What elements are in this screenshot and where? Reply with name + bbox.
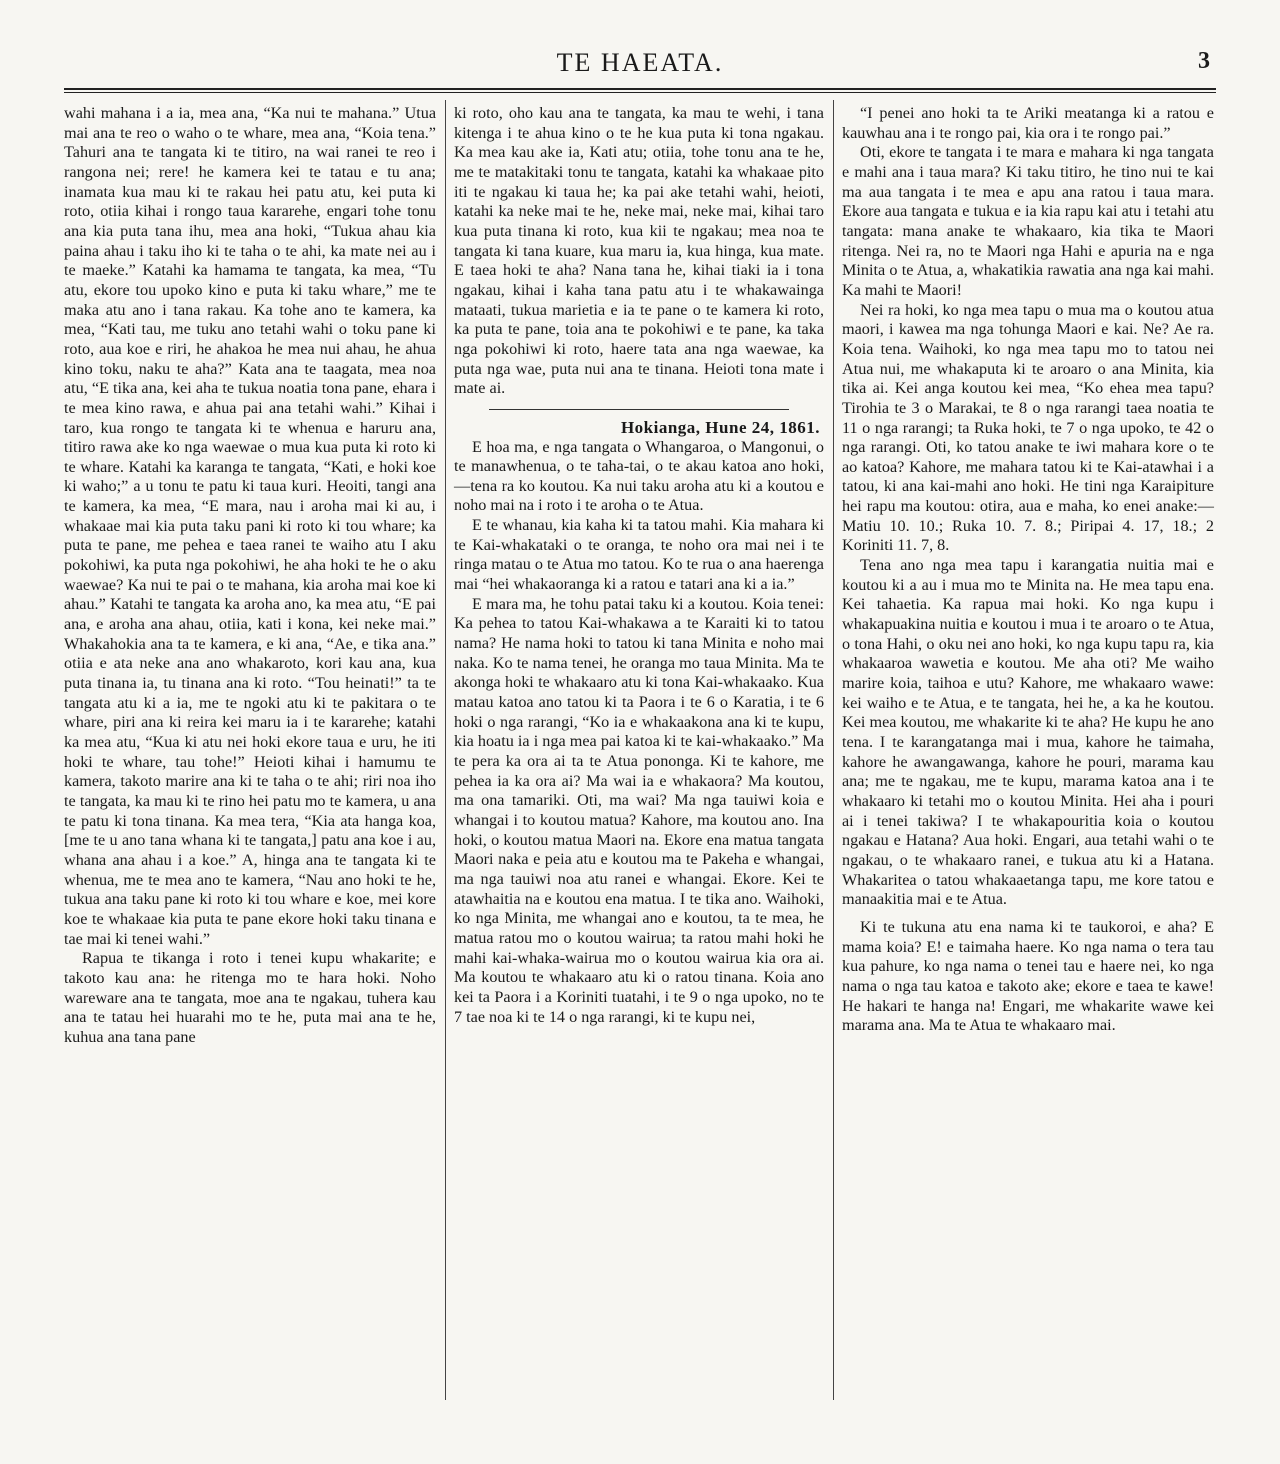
paragraph: Nei ra hoki, ko nga mea tapu o mua ma o koutou atua maori, i kawea ma nga tohunga Maori e kai. Ne? Ae ra. Koia tena. Waihoki, ko nga mea tapu mo to tatou nei Atua nui, me whakaputa ki te aroaro o ana Minita, kia tika ai. Kei anga koutou kei mea, “Ko ehea mea tapu? Tirohia te 3 o Marakai, te 8 o nga rarangi taea noatia te 11 o nga rarangi; ta Ruka hoki, te 7 o nga upoko, te 42 o nga rarangi. Oti, ko tatou anake te iwi mahara kore o te ao katoa? Kahore, me mahara tatou ki te Kai-atawhai i a tatou, ki ana kai-mahi ano hoki. He tini nga Karaipiture hei rapu ma koutou: otira, aua e maha, ko enei anake:— Matiu 10. 10.; Ruka 10. 7. 8.; Piripai 4. 17, 18.; 2 Koriniti 11. 7, 8. (842, 300, 1214, 555)
header-rule-thick (64, 88, 1216, 90)
paragraph: “I penei ano hoki ta te Ariki meatanga ki a ratou e kauwhau ana i te rongo pai, kia ora i te rongo pai.” (842, 104, 1214, 142)
page-number: 3 (1198, 48, 1210, 74)
paragraph: E mara ma, he tohu patai taku ki a koutou. Koia tenei: Ka pehea to tatou Kai-whakawa a te Karaiti ki to tatou nama? He nama hoki to tatou ki tana Minita e noho mai naka. Ko te nama tenei, he oranga mo taua Minita. Ma te akonga hoki te whakaaro atu ki tona Kai-whakaako. Kua matau katoa ano tatou ki ta Paora i te 6 o Karatia, i te 6 hoki o nga rarangi, “Ko ia e whakaakona ana ki te kupu, kia hoatu ia i nga mea pai katoa ki te kai-whakaako.” Ma te pera ka ora ai ta te Atua pononga. Ki te kahore, me pehea ia ka ora ai? Ma wai ia e whakaora? Ma koutou, ma ona tamariki. Oti, ma wai? Ma nga tauiwi koia e whangai i to koutou matua? Kahore, ma koutou ano. Ina hoki, o koutou matua Maori na. Ekore ena matua tangata Maori naka e peia atu e koutou ma te Pakeha e whangai, ma nga tauiwi noa atu ranei e whangai. Ekore. Kei te atawhaitia na e koutou ena matua. I te tika ano. Waihoki, ko nga Minita, me whangai ano e koutou, ta te mea, he matua ratou mo o koutou wairua; ta ratou mahi hoki he mahi kai-whaka-wairua mo o koutou wairua kia ora ai. Ma koutou te whakaaro atu ki o ratou tinana. Koia ano kei ta Paora i a Koriniti tuatahi, i te 9 o nga upoko, no te 7 tae noa ki te 14 o nga rarangi, ki te kupu nei, (454, 594, 824, 1026)
dateline: Hokianga, Hune 24, 1861. (620, 417, 820, 437)
paragraph: Rapua te tikanga i roto i tenei kupu whakarite; e takoto kau ana: he ritenga mo te hara hoki. Noho wareware ana te tangata, moe ana te ngakau, tuhera kau ana te tatau hei huarahi mo te he, puta mai ana te he, kuhua ana tana pane (64, 949, 436, 1046)
paragraph: ki roto, oho kau ana te tangata, ka mau te wehi, i tana kitenga i te ahua kino o te he kua puta ki tona ngakau. Ka mea kau ake ia, Kati atu; otiia, tohe tonu ana te he, me te matakitaki tonu te tangata, katahi ka whakaae pito iti te ngakau ki taua he; ka pai ake tetahi wahi, heioti, katahi ka neke mai te he, neke mai, neke mai, kihai taro kua puta tinana ki roto, kua kii te ngakau; mea noa te tangata ki tana kuare, kua maru ia, kua hinga, kua mate. E taea hoki te aha? Nana tana he, kihai tiaki ia i tona ngakau, kihai i kaha tana patu atu i te whakawainga mataati, tukua marietia e ia te pane o te kamera ki roto, ka puta te pane, toia ana te pokohiwi e te pane, ka taka nga pokohiwi ki roto, haere tata ana nga waewae, ka puta nga wae, puta nui ana te tinana. Heioti tona mate i mate ai. (454, 104, 824, 398)
page-header (64, 44, 1216, 84)
column-3 (842, 104, 1214, 1036)
column-2 (454, 104, 824, 1027)
paragraph: Oti, ekore te tangata i te mara e mahara ki nga tangata e mahi ana i taua mara? Ki taku titiro, he tino nui te kai ma aua tangata i te mea e apu ana ratou i taua mara. Ekore aua tangata e tukua e ia kia rapu kai atu i tetahi atu tangata: mana anake te whakaaro, kia tika te Maori ritenga. Nei ra, no te Maori nga Hahi e apuria na e nga Minita o te Atua, a, whakatikia rawatia ana nga kai mahi. Ka mahi te Maori! (842, 143, 1214, 299)
paragraph: Ki te tukuna atu ena nama ki te taukoroi, e aha? E mama koia? E! e taimaha haere. Ko nga nama o tera tau kua pahure, ko nga nama o tenei tau e haere nei, ko nga nama o nga tau katoa e takoto ake; ekore e taea te kawe! He hakari te hanga na! Engari, me whakarite wawe kei marama ana. Ma te Atua te whakaaro mai. (842, 917, 1214, 1035)
paragraph: E te whanau, kia kaha ki ta tatou mahi. Kia mahara ki te Kai-whakataki o te oranga, te noho ora mai nei i te ringa matau o te Atua mo tatou. Ko te rua o ana haerenga mai “hei whakaoranga ki a ratou e tatari ana ki a ia.” (454, 516, 824, 594)
column-divider-2 (833, 100, 834, 1400)
header-rule-thin (64, 92, 1216, 93)
paragraph: Tena ano nga mea tapu i karangatia nuitia mai e koutou ki a au i mua mo te Minita na. He mea tapu ena. Kei tahaetia. Ka rapua mai hoki. Ko nga kupu i whakapuakina nuitia e koutou i mua i te aroaro o te Atua, o tona Hahi, o oku nei ano hoki, ko nga kupu tapu ra, kia whakaaroa wawetia e koutou. Me aha oti? Me waiho marire koia, taihoa e utu? Kahore, me whakaaro wawe: kei waiho e te Atua, e te tangata, hei he, a ka he koutou. Kei mea koutou, me whakarite ki te aha? He kupu he ano tena. I te karangatanga mai i mua, kahore he taimaha, kahore he awangawanga, kahore he pouri, marama kau ana; me te ngakau, me te kupu, marama katoa ana i te whakaaro ki tetahi mo o koutou Minita. Hei aha i pouri ai i tenei takiwa? I te whakapouritia koia o koutou ngakau e Hatana? Aua hoki. Engari, aua tetahi wahi o te ngakau, o te whakaaro ranei, e tukua atu ki a Hatana. Whakaritea o tatou whakaaetanga tapu, me kore tatou e manaakitia mai e te Atua. (842, 556, 1214, 909)
paragraph: E hoa ma, e nga tangata o Whangaroa, o Mangonui, o te manawhenua, o te taha-tai, o te akau katoa ano hoki,—tena ra ko koutou. Ka nui taku aroha atu ki a koutou e noho mai na i roto i te aroha o te Atua. (454, 437, 824, 515)
paragraph-gap (842, 910, 1214, 918)
column-1 (64, 104, 436, 1048)
paragraph: wahi mahana i a ia, mea ana, “Ka nui te mahana.” Utua mai ana te reo o waho o te whare, mea ana, “Koia tena.” Tahuri ana te tangata ki te titiro, na wai ranei te reo i rangona nei; rere! he kamera kei te tatau e tu ana; inamata kua mau ki te rakau hei patu atu, kei puta ki roto, otiia kihai i rongo taua kararehe, engari tohe tonu ana kia puta tana ihu, mea ana hoki, “Tukua ahau kia paina ahau i taku iho ki te taha o te ahi, ka mate nei au i te maeke.” Katahi ka hamama te tangata, ka mea, “Tu atu, ekore tou upoko kino e puta ki taku whare,” me te maka atu ano i tana rakau. Ka tohe ano te kamera, ka mea, “Kati tau, me tuku ano tetahi wahi o toku pane ki roto, aua koe e riri, he ahakoa he mea nui ahau, he ahua kino toku, naku te aha?” Kata ana te taagata, mea noa atu, “E tika ana, kei aha te tukua noatia tona pane, ehara i te mea kino rawa, e ahua pai ana tetahi wahi.” Kihai i taro, kua rongo te tangata ki te whenua e haruru ana, titiro rawa ake ko nga waewae o mua kua puta ki roto ki te whare. Katahi ka karanga te tangata, “Kati, e hoki koe ki waho;” a u tonu te patu ki taua kuri. Heoiti, tangi ana te kamera, ka mea, “E mara, nau i aroha mai ki au, i whakaae mai kia puta taku pani ki roto ki tou whare; ka puta te pane, me pehea e taea ranei te waiho atu I aku pokohiwi, ka puta nga pokohiwi, he aha hoki te he o aku waewae? Ka nui te pai o te mahana, kia aroha mai koe ki ahau.” Katahi te tangata ka aroha ano, ka mea atu, “E pai ana, e aroha ana ahau, otiia, kati i kona, kei neke mai.” Whakahokia ana ta te kamera, e ki ana, “Ae, e tika ana.” otiia e ata neke ana ano whakaroto, kori kau ana, kua puta tinana ia, tu tinana ana ki roto. “Tou heinati!” ta te tangata atu ki a ia, me te ngoki atu ki te pakitara o te whare, piri ana ki reira kei maru ia i te kararehe; katahi ka mea atu, “Kua ki atu nei hoki ekore taua e uru, he iti hoki te whare, tau tohe!” Heioti kihai i hamumu te kamera, takoto marire ana ki te taha o te ahi; riri noa iho te tangata, ka mau ki te rino hei patu mo te kamera, u ana te patu ki tona tinana. Ka mea tera, “Kia ata hanga koa, [me te u ano tana whana ki te tangata,] patu ana koe i au, whana ana ahau i a koe.” A, hinga ana te tangata ki te whenua, me te mea ano te kamera, “Nau ano hoki te he, tukua ana taku pane ki roto ki tou whare e koe, mei kore koe te whakaae kia puta te pane ekore hoki taku tinana e tae mai ki tenei wahi.” (64, 104, 436, 948)
newspaper-title: TE HAEATA. (556, 48, 724, 77)
article-separator (489, 409, 789, 410)
column-divider-1 (445, 100, 446, 1400)
